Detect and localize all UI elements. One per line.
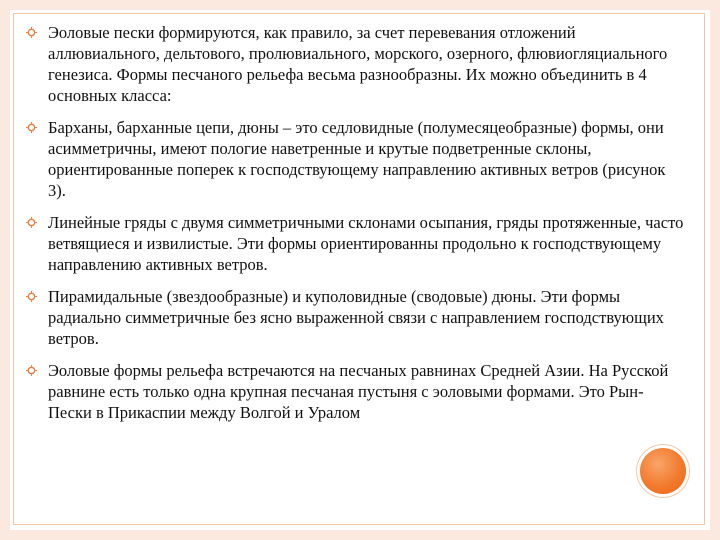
bullet-text: Эоловые пески формируются, как правило, за счет перевевания отложений аллювиального, дельтового, пролювиального, морского, озерного, флювиогляциального генезиса. Формы песчаного рельефа весьма разнообразны. Их можно объединить в 4 основных класса:	[48, 23, 668, 105]
list-item	[26, 22, 686, 106]
hollow-sun-bullet-icon	[26, 365, 37, 376]
list-item	[26, 117, 686, 201]
hollow-sun-bullet-icon	[26, 217, 37, 228]
decorative-circle	[640, 448, 686, 494]
bullet-text: Пирамидальные (звездообразные) и куполовидные (сводовые) дюны. Эти формы радиально симметричные без ясно выраженной связи с направлением господствующих ветров.	[48, 287, 664, 348]
bullet-text: Линейные гряды с двумя симметричными склонами осыпания, гряды протяженные, часто ветвящиеся и извилистые. Эти формы ориентированны продольно к господствующему направлению активных ветров.	[48, 213, 684, 274]
hollow-sun-bullet-icon	[26, 27, 37, 38]
bullet-text: Эоловые формы рельефа встречаются на песчаных равнинах Средней Азии. На Русской равнине есть только одна крупная песчаная пустыня с эоловыми формами. Это Рын-Пески в Прикаспии между Волгой и Уралом	[48, 361, 669, 422]
hollow-sun-bullet-icon	[26, 291, 37, 302]
bullet-text: Барханы, барханные цепи, дюны – это седловидные (полумесяцеобразные) формы, они асимметричны, имеют пологие наветренные и крутые подветренные склоны, ориентированные поперек к господствующему направлению активных ветров (рисунок 3).	[48, 118, 666, 200]
bullet-list	[26, 22, 686, 434]
list-item	[26, 212, 686, 275]
list-item	[26, 360, 686, 423]
list-item	[26, 286, 686, 349]
hollow-sun-bullet-icon	[26, 122, 37, 133]
